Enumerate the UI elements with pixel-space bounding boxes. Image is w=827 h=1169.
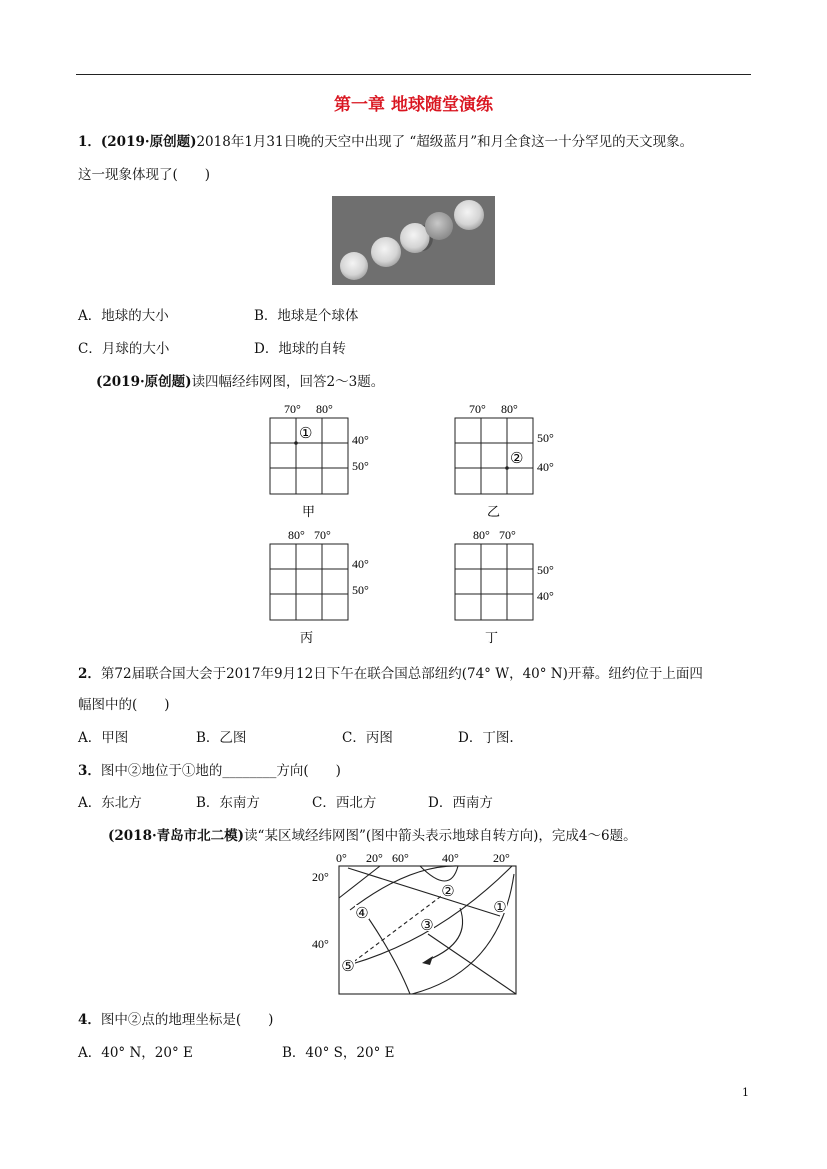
q3-line — [78, 759, 341, 779]
moon-1 — [340, 252, 368, 280]
yi-top-label-1: 70° — [469, 402, 486, 416]
jia-point-1: ① — [299, 426, 313, 442]
intro-4-6-source: (2018·青岛市北二模) — [108, 828, 245, 844]
q4-number: 4． — [78, 1012, 101, 1028]
q2-option-b: B．乙图 — [196, 730, 247, 746]
q3-option-c: C．西北方 — [312, 795, 377, 811]
q2-option-a: A．甲图 — [78, 730, 129, 746]
q1-number: 1． — [78, 134, 101, 150]
map-point-4: ④ — [355, 906, 369, 922]
q3-option-b: B．东南方 — [196, 795, 260, 811]
q2-number: 2． — [78, 666, 101, 682]
yi-caption: 乙 — [487, 504, 501, 519]
q1-source: (2019·原创题) — [100, 134, 197, 150]
grid-jia — [262, 400, 382, 522]
q1-option-a: A．地球的大小 — [78, 308, 169, 324]
q2-line2: 幅图中的( ) — [78, 697, 170, 713]
q2-text: 第72届联合国大会于2017年9月12日下午在联合国总部纽约(74° W，40° N)开幕。纽约位于上面四 — [100, 666, 703, 682]
q4-text: 图中②点的地理坐标是( ) — [100, 1012, 274, 1028]
jia-top-label-1: 70° — [284, 402, 301, 416]
map-point-3: ③ — [420, 918, 434, 934]
q3-number: 3． — [78, 763, 101, 779]
q4-option-a: A．40° N，20° E — [78, 1045, 193, 1061]
map-top-label-20b: 20° — [493, 851, 510, 865]
q1-option-c: C．月球的大小 — [78, 341, 170, 357]
moon-5 — [454, 200, 484, 230]
map-left-label-20: 20° — [312, 870, 329, 884]
yi-point-2: ② — [510, 451, 524, 467]
jia-right-label-2: 50° — [352, 459, 369, 473]
ding-top-label-2: 70° — [499, 528, 516, 542]
q3-text: 图中②地位于①地的________方向( ) — [100, 763, 341, 779]
map-top-label-40: 40° — [442, 851, 459, 865]
q1-text: 2018年1月31日晚的天空中出现了 “超级蓝月”和月全食这一十分罕见的天文现象。 — [196, 134, 694, 150]
map-point-2: ② — [441, 884, 455, 900]
bing-top-label-2: 70° — [314, 528, 331, 542]
bing-right-label-2: 50° — [352, 583, 369, 597]
map-top-label-60: 60° — [392, 851, 409, 865]
map-left-label-40: 40° — [312, 937, 329, 951]
map-point-5: ⑤ — [341, 959, 355, 975]
header-rule — [76, 74, 751, 75]
intro-4-6-text: 读“某区域经纬网图”(图中箭头表示地球自转方向)，完成4～6题。 — [244, 828, 637, 844]
jia-caption: 甲 — [302, 504, 316, 519]
q1-option-b: B．地球是个球体 — [254, 308, 359, 324]
q1-line1 — [78, 130, 693, 150]
map-top-label-0: 0° — [336, 851, 347, 865]
yi-right-label-2: 40° — [537, 460, 554, 474]
jia-right-label-1: 40° — [352, 433, 369, 447]
yi-top-label-2: 80° — [501, 402, 518, 416]
grid-yi — [447, 400, 567, 522]
q3-option-a: A．东北方 — [78, 795, 142, 811]
map-point-1: ① — [493, 900, 507, 916]
map-top-label-20a: 20° — [366, 851, 383, 865]
jia-top-label-2: 80° — [316, 402, 333, 416]
q4-line — [78, 1008, 273, 1028]
ding-right-label-2: 40° — [537, 589, 554, 603]
intro-4-6 — [108, 824, 637, 844]
page-title: 第一章 地球随堂演练 — [334, 95, 493, 115]
bing-top-label-1: 80° — [288, 528, 305, 542]
q2-option-c: C．丙图 — [342, 730, 393, 746]
q4-option-b: B．40° S，20° E — [282, 1045, 395, 1061]
ding-caption: 丁 — [485, 630, 499, 645]
q1-line2: 这一现象体现了( ) — [78, 167, 211, 183]
intro-2-3 — [96, 370, 384, 390]
moon-4 — [425, 212, 453, 240]
ding-top-label-1: 80° — [473, 528, 490, 542]
intro-2-3-source: (2019·原创题) — [96, 374, 192, 390]
region-graticule-map — [300, 846, 530, 998]
yi-right-label-1: 50° — [537, 431, 554, 445]
bing-right-label-1: 40° — [352, 557, 369, 571]
q3-option-d: D．西南方 — [428, 795, 493, 811]
grid-bing — [262, 526, 382, 648]
q2-option-d: D．丁图. — [458, 730, 514, 746]
intro-2-3-text: 读四幅经纬网图，回答2～3题。 — [191, 374, 385, 390]
page-number: 1 — [742, 1086, 749, 1099]
grid-ding — [447, 526, 567, 648]
q2-line1 — [78, 662, 703, 682]
ding-right-label-1: 50° — [537, 563, 554, 577]
moon-2 — [371, 237, 401, 267]
bing-caption: 丙 — [300, 630, 314, 645]
lunar-eclipse-photo — [332, 196, 495, 285]
q1-option-d: D．地球的自转 — [254, 341, 346, 357]
